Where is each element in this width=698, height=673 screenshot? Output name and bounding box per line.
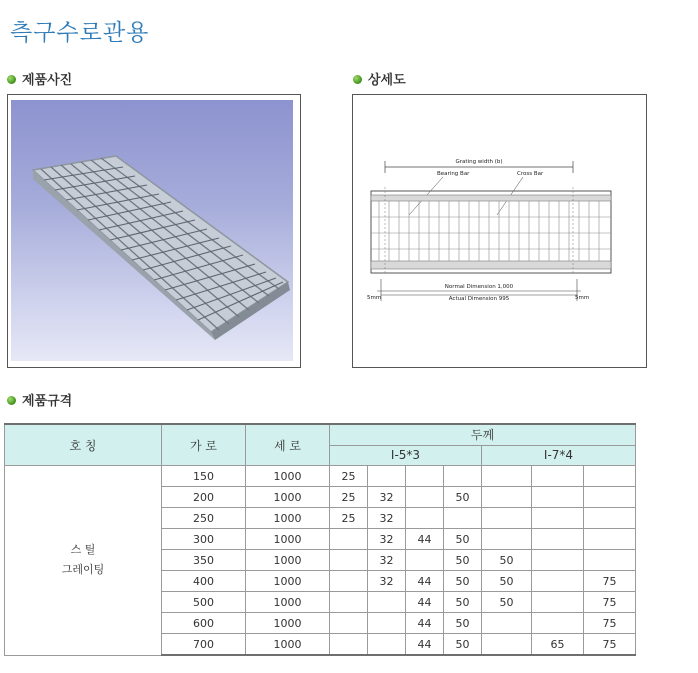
thickness-cell	[532, 508, 584, 529]
bullet-icon	[7, 75, 16, 84]
thickness-cell	[368, 592, 406, 613]
thickness-cell: 50	[444, 592, 482, 613]
width-cell: 400	[162, 571, 246, 592]
thickness-cell: 75	[584, 613, 636, 634]
length-cell: 1000	[246, 487, 330, 508]
thickness-cell	[406, 466, 444, 487]
thickness-cell	[532, 466, 584, 487]
spec-heading-label: 제품규격	[22, 394, 73, 409]
thickness-cell	[368, 613, 406, 634]
thickness-cell	[330, 592, 368, 613]
header-group-a: I-5*3	[330, 445, 482, 466]
bearing-bar-label: Bearing Bar	[437, 171, 470, 177]
width-cell: 250	[162, 508, 246, 529]
table-row	[5, 466, 636, 487]
width-cell: 500	[162, 592, 246, 613]
length-cell: 1000	[246, 613, 330, 634]
thickness-cell	[482, 466, 532, 487]
thickness-cell	[406, 487, 444, 508]
header-width: 가 로	[162, 424, 246, 466]
length-cell: 1000	[246, 550, 330, 571]
thickness-cell: 75	[584, 571, 636, 592]
actual-dimension-label: Actual Dimension 995	[448, 296, 510, 302]
page-title: 측구수로관용	[10, 20, 150, 46]
thickness-cell: 25	[330, 466, 368, 487]
thickness-cell: 50	[482, 550, 532, 571]
thickness-cell	[482, 634, 532, 656]
cross-bar-label: Cross Bar	[517, 171, 544, 177]
product-name-cell	[5, 466, 162, 656]
thickness-cell	[482, 613, 532, 634]
drawing-heading-label: 상세도	[368, 73, 406, 88]
width-cell: 300	[162, 529, 246, 550]
header-name: 호 칭	[5, 424, 162, 466]
drawing-section-heading	[353, 69, 406, 88]
thickness-cell: 50	[444, 487, 482, 508]
thickness-cell	[330, 571, 368, 592]
thickness-cell: 44	[406, 571, 444, 592]
thickness-cell: 50	[482, 592, 532, 613]
product-photo-frame	[7, 94, 301, 368]
spec-section-heading	[7, 390, 72, 409]
thickness-cell	[532, 529, 584, 550]
header-length: 세 로	[246, 424, 330, 466]
thickness-cell: 50	[444, 634, 482, 656]
thickness-cell: 75	[584, 592, 636, 613]
thickness-cell: 32	[368, 550, 406, 571]
thickness-cell: 25	[330, 487, 368, 508]
length-cell: 1000	[246, 529, 330, 550]
thickness-cell: 50	[444, 550, 482, 571]
thickness-cell	[330, 634, 368, 656]
length-cell: 1000	[246, 634, 330, 656]
detail-drawing-frame	[352, 94, 647, 368]
thickness-cell: 32	[368, 508, 406, 529]
thickness-cell	[584, 487, 636, 508]
thickness-cell: 32	[368, 571, 406, 592]
header-thickness: 두께	[330, 424, 636, 445]
bullet-icon	[353, 75, 362, 84]
thickness-cell	[368, 466, 406, 487]
length-cell: 1000	[246, 508, 330, 529]
product-photo	[11, 100, 293, 361]
photo-section-heading	[7, 69, 72, 88]
width-cell: 600	[162, 613, 246, 634]
length-cell: 1000	[246, 466, 330, 487]
width-cell: 350	[162, 550, 246, 571]
width-cell: 700	[162, 634, 246, 656]
thickness-cell	[406, 508, 444, 529]
product-name-line1: 스 틸	[70, 543, 96, 557]
thickness-cell	[584, 466, 636, 487]
product-name-line2: 그레이팅	[61, 563, 105, 577]
thickness-cell	[532, 571, 584, 592]
thickness-cell	[584, 508, 636, 529]
thickness-cell	[482, 529, 532, 550]
thickness-cell	[406, 550, 444, 571]
thickness-cell: 32	[368, 487, 406, 508]
thickness-cell: 44	[406, 634, 444, 656]
width-cell: 200	[162, 487, 246, 508]
grating-photo-illustration	[11, 100, 293, 361]
thickness-cell: 32	[368, 529, 406, 550]
spec-table	[4, 423, 636, 656]
thickness-cell	[444, 466, 482, 487]
bullet-icon	[7, 396, 16, 405]
thickness-cell: 44	[406, 529, 444, 550]
thickness-cell: 65	[532, 634, 584, 656]
thickness-cell	[482, 487, 532, 508]
header-group-b: I-7*4	[482, 445, 636, 466]
thickness-cell	[444, 508, 482, 529]
thickness-cell	[584, 529, 636, 550]
thickness-cell	[330, 613, 368, 634]
thickness-cell	[532, 592, 584, 613]
thickness-cell	[330, 550, 368, 571]
thickness-cell: 44	[406, 613, 444, 634]
grating-width-label: Grating width (b)	[455, 159, 503, 165]
thickness-cell	[482, 508, 532, 529]
thickness-cell: 50	[444, 529, 482, 550]
length-cell: 1000	[246, 571, 330, 592]
width-cell: 150	[162, 466, 246, 487]
thickness-cell: 50	[444, 571, 482, 592]
thickness-cell	[330, 529, 368, 550]
normal-dimension-label: Normal Dimension 1,000	[444, 284, 514, 290]
thickness-cell: 44	[406, 592, 444, 613]
left-gap-label: 5mm	[367, 295, 382, 301]
thickness-cell: 25	[330, 508, 368, 529]
thickness-cell	[532, 550, 584, 571]
photo-heading-label: 제품사진	[22, 73, 73, 88]
length-cell: 1000	[246, 592, 330, 613]
thickness-cell: 50	[444, 613, 482, 634]
right-gap-label: 5mm	[575, 295, 590, 301]
thickness-cell	[368, 634, 406, 656]
thickness-cell	[584, 550, 636, 571]
thickness-cell: 75	[584, 634, 636, 656]
detail-drawing	[353, 95, 646, 367]
thickness-cell: 50	[482, 571, 532, 592]
thickness-cell	[532, 613, 584, 634]
thickness-cell	[532, 487, 584, 508]
